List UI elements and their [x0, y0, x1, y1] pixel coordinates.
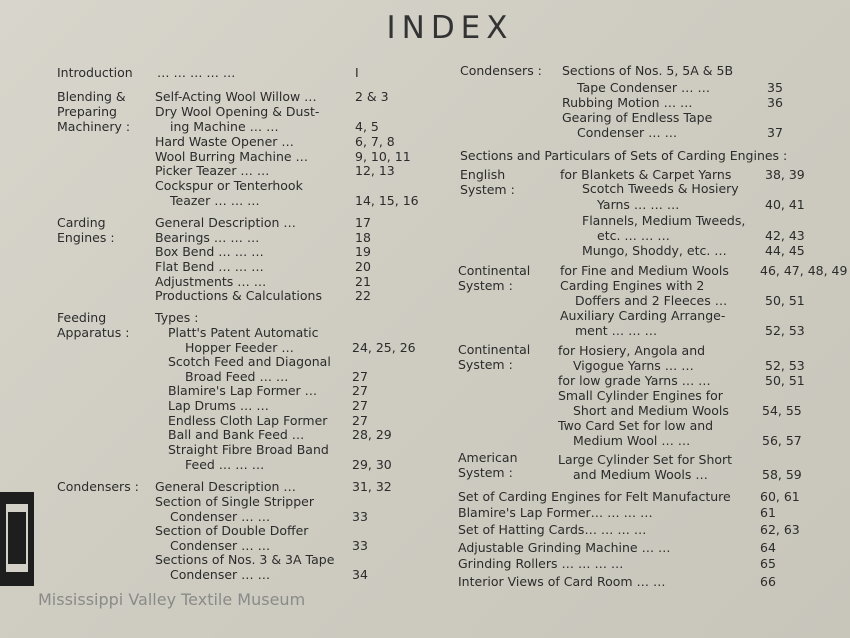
index-entry-text: 42, 43 — [765, 228, 805, 243]
index-entry-text: 29, 30 — [352, 457, 392, 472]
index-entry-text: 9, 10, 11 — [355, 149, 411, 164]
index-entry-text: Broad Feed … … — [185, 369, 289, 384]
index-entry-text: 28, 29 — [352, 427, 392, 442]
index-entry-text: Large Cylinder Set for Short — [558, 452, 733, 467]
index-entry-text: General Description … — [155, 479, 296, 494]
index-entry-text: Set of Hatting Cards… … … … — [458, 522, 647, 537]
index-entry-text: Feeding — [57, 310, 107, 325]
index-entry-text: 54, 55 — [762, 403, 802, 418]
page-title: INDEX — [386, 10, 514, 46]
index-entry-text: Carding — [57, 215, 106, 230]
index-entry-text: for Hosiery, Angola and — [558, 343, 706, 358]
index-entry-text: ment … … … — [575, 323, 658, 338]
index-entry-text: … … … … … — [157, 65, 236, 80]
index-entry-text: Continental — [458, 263, 531, 278]
index-entry-text: 50, 51 — [765, 373, 805, 388]
index-entry-text: 27 — [352, 413, 368, 428]
index-entry-text: Straight Fibre Broad Band — [168, 442, 329, 457]
index-entry-text: 56, 57 — [762, 433, 802, 448]
index-entry-text: 27 — [352, 369, 368, 384]
index-entry-text: 62, 63 — [760, 522, 800, 537]
index-entry-text: Carding Engines with 2 — [560, 278, 705, 293]
index-entry-text: 17 — [355, 215, 371, 230]
index-entry-text: Condensers : — [460, 63, 542, 78]
logo-letter-b-icon — [8, 512, 26, 564]
index-entry-text: Auxiliary Carding Arrange- — [560, 308, 726, 323]
index-entry-text: Platt's Patent Automatic — [168, 325, 319, 340]
index-entry-text: 64 — [760, 540, 776, 555]
index-entry-text: 33 — [352, 538, 368, 553]
index-entry-text: Ball and Bank Feed … — [168, 427, 305, 442]
index-entry-text: Introduction — [57, 65, 133, 80]
index-entry-text: 21 — [355, 274, 371, 289]
index-entry-text: for Blankets & Carpet Yarns — [560, 167, 732, 182]
index-entry-text: Endless Cloth Lap Former — [168, 413, 328, 428]
index-entry-text: 2 & 3 — [355, 89, 389, 104]
index-entry-text: Teazer … … … — [170, 193, 260, 208]
index-entry-text: 22 — [355, 288, 371, 303]
index-entry-text: ing Machine … … — [170, 119, 279, 134]
index-entry-text: 61 — [760, 505, 776, 520]
index-entry-text: Feed … … … — [185, 457, 265, 472]
index-entry-text: English — [460, 167, 506, 182]
index-entry-text: 65 — [760, 556, 776, 571]
index-entry-text: 66 — [760, 574, 776, 589]
index-entry-text: Box Bend … … … — [155, 244, 264, 259]
index-entry-text: 50, 51 — [765, 293, 805, 308]
index-entry-text: Blamire's Lap Former… … … … — [458, 505, 653, 520]
index-entry-text: Set of Carding Engines for Felt Manufacture — [458, 489, 731, 504]
index-entry-text: System : — [458, 357, 513, 372]
index-entry-text: Wool Burring Machine … — [155, 149, 309, 164]
index-entry-text: Interior Views of Card Room … … — [458, 574, 666, 589]
index-entry-text: 20 — [355, 259, 371, 274]
index-entry-text: 19 — [355, 244, 371, 259]
index-entry-text: Scotch Feed and Diagonal — [168, 354, 331, 369]
index-entry-text: etc. … … … — [597, 228, 670, 243]
index-entry-text: Engines : — [57, 230, 115, 245]
index-entry-text: System : — [458, 278, 513, 293]
index-entry-text: Hopper Feeder … — [185, 340, 294, 355]
index-entry-text: Condensers : — [57, 479, 139, 494]
index-entry-text: Adjustable Grinding Machine … … — [458, 540, 671, 555]
index-entry-text: 31, 32 — [352, 479, 392, 494]
index-entry-text: Short and Medium Wools — [573, 403, 729, 418]
index-entry-text: Apparatus : — [57, 325, 130, 340]
index-entry-text: Productions & Calculations — [155, 288, 322, 303]
index-entry-text: 18 — [355, 230, 371, 245]
index-entry-text: Continental — [458, 342, 531, 357]
index-entry-text: Lap Drums … … — [168, 398, 269, 413]
index-entry-text: American — [458, 450, 518, 465]
index-entry-text: and Medium Wools … — [573, 467, 708, 482]
index-entry-text: Bearings … … … — [155, 230, 260, 245]
index-entry-text: Grinding Rollers … … … … — [458, 556, 624, 571]
index-entry-text: Hard Waste Opener … — [155, 134, 294, 149]
index-entry-text: 52, 53 — [765, 323, 805, 338]
index-entry-text: Flat Bend … … … — [155, 259, 264, 274]
index-entry-text: Doffers and 2 Fleeces … — [575, 293, 728, 308]
index-entry-text: System : — [460, 182, 515, 197]
index-entry-text: Gearing of Endless Tape — [562, 110, 713, 125]
index-entry-text: Vigogue Yarns … … — [573, 358, 694, 373]
index-entry-text: for low grade Yarns … … — [558, 373, 711, 388]
index-entry-text: I — [355, 65, 359, 80]
index-entry-text: 52, 53 — [765, 358, 805, 373]
index-entry-text: Two Card Set for low and — [558, 418, 714, 433]
index-entry-text: Sections and Particulars of Sets of Carding Engines : — [460, 148, 788, 163]
index-entry-text: Sections of Nos. 5, 5A & 5B — [562, 63, 734, 78]
index-entry-text: System : — [458, 465, 513, 480]
index-entry-text: Cockspur or Tenterhook — [155, 178, 303, 193]
index-entry-text: General Description … — [155, 215, 296, 230]
index-entry-text: Condenser … … — [577, 125, 678, 140]
index-entry-text: Types : — [155, 310, 199, 325]
index-entry-text: Adjustments … … — [155, 274, 267, 289]
index-entry-text: 40, 41 — [765, 197, 805, 212]
publisher-logo — [0, 492, 34, 586]
index-entry-text: Flannels, Medium Tweeds, — [582, 213, 746, 228]
index-entry-text: Section of Double Doffer — [155, 523, 309, 538]
index-entry-text: Preparing — [57, 104, 117, 119]
index-entry-text: Machinery : — [57, 119, 131, 134]
index-entry-text: Mungo, Shoddy, etc. … — [582, 243, 727, 258]
index-entry-text: 46, 47, 48, 49 — [760, 263, 848, 278]
index-entry-text: Small Cylinder Engines for — [558, 388, 723, 403]
index-entry-text: Tape Condenser … … — [577, 80, 710, 95]
index-entry-text: Condenser … … — [170, 567, 271, 582]
index-entry-text: Self-Acting Wool Willow … — [155, 89, 317, 104]
index-entry-text: 60, 61 — [760, 489, 800, 504]
index-entry-text: 34 — [352, 567, 368, 582]
index-entry-text: 14, 15, 16 — [355, 193, 419, 208]
index-entry-text: Scotch Tweeds & Hosiery — [582, 181, 739, 196]
index-entry-text: Blamire's Lap Former … — [168, 383, 318, 398]
index-entry-text: Rubbing Motion … … — [562, 95, 693, 110]
index-entry-text: 38, 39 — [765, 167, 805, 182]
index-entry-text: Section of Single Stripper — [155, 494, 314, 509]
index-entry-text: for Fine and Medium Wools — [560, 263, 729, 278]
index-entry-text: Condenser … … — [170, 509, 271, 524]
index-entry-text: 6, 7, 8 — [355, 134, 395, 149]
index-entry-text: 12, 13 — [355, 163, 395, 178]
index-entry-text: Dry Wool Opening & Dust- — [155, 104, 320, 119]
index-entry-text: Medium Wool … … — [573, 433, 691, 448]
index-entry-text: 44, 45 — [765, 243, 805, 258]
index-entry-text: 27 — [352, 398, 368, 413]
index-entry-text: Condenser … … — [170, 538, 271, 553]
index-entry-text: Blending & — [57, 89, 126, 104]
index-entry-text: 4, 5 — [355, 119, 379, 134]
index-entry-text: Picker Teazer … … — [155, 163, 270, 178]
index-entry-text: 33 — [352, 509, 368, 524]
index-entry-text: Sections of Nos. 3 & 3A Tape — [155, 552, 335, 567]
index-entry-text: 24, 25, 26 — [352, 340, 416, 355]
index-entry-text: 37 — [767, 125, 783, 140]
index-entry-text: Yarns … … … — [597, 197, 680, 212]
index-entry-text: 35 — [767, 80, 783, 95]
index-entry-text: 58, 59 — [762, 467, 802, 482]
index-entry-text: 36 — [767, 95, 783, 110]
watermark: Mississippi Valley Textile Museum — [38, 590, 306, 609]
index-entry-text: 27 — [352, 383, 368, 398]
